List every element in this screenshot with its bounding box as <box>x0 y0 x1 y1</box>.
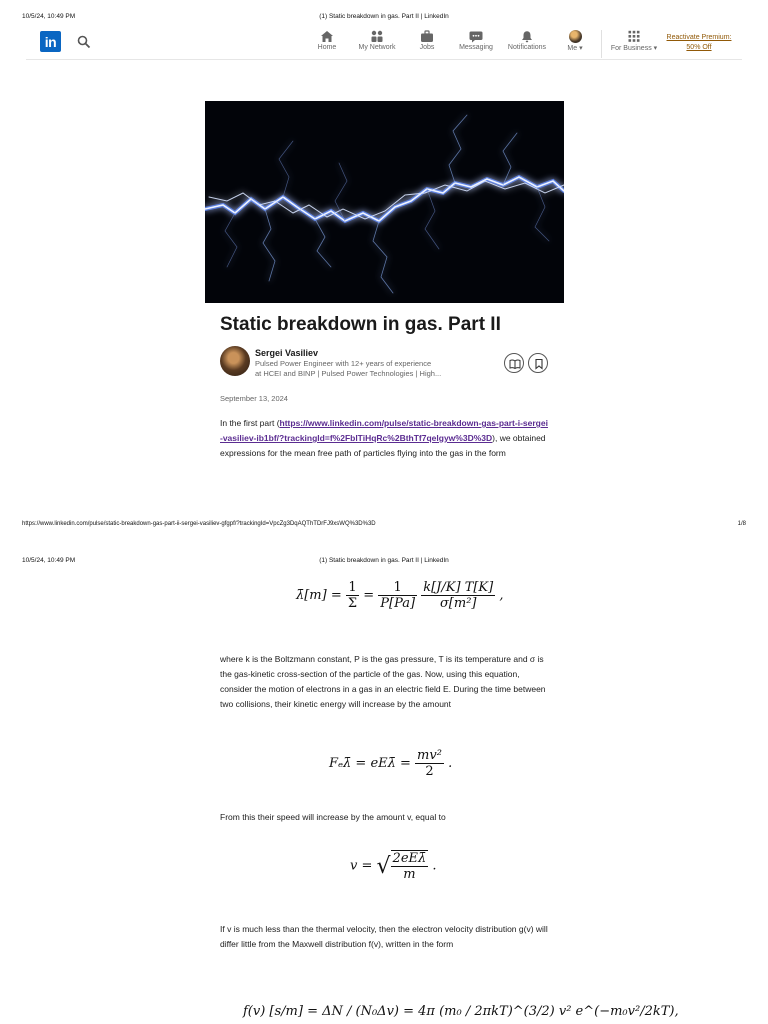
nav-messaging[interactable] <box>456 30 496 51</box>
article-title: Static breakdown in gas. Part II <box>220 314 501 335</box>
premium-line-2: 50% Off <box>686 44 712 51</box>
nav-for-business-label: For Business ▾ <box>610 45 658 52</box>
messaging-icon <box>469 30 483 43</box>
article-paragraph-2: where k is the Boltzmann constant, P is the gas pressure, T is its temperature and σ is the gas-kinetic cross-section of the particle of the gas. Now, using this equation, consider the motion of electrons in a gas in an electric field E. During the time between two collisions, their kinetic energy will increase by the amount <box>220 654 546 709</box>
nav-home-label: Home <box>317 44 337 51</box>
home-icon <box>320 30 334 43</box>
author-name[interactable]: Sergei Vasiliev <box>255 348 319 358</box>
eq3-fraction <box>391 850 429 882</box>
save-article-button[interactable] <box>528 353 548 373</box>
linkedin-logo[interactable]: in <box>40 31 61 52</box>
equation-kinetic-energy <box>329 748 452 779</box>
eq2-num: mv² <box>417 748 442 763</box>
print-tab-title-2: (1) Static breakdown in gas. Part II | LinkedIn <box>319 557 449 564</box>
premium-line-1: Reactivate Premium: <box>666 34 732 41</box>
search-icon[interactable] <box>77 35 91 49</box>
eq1-f1-den: Σ <box>347 596 358 611</box>
equation-maxwell-distribution: f(v) [s/m] = ΔN / (N₀Δv) = 4π (m₀ / 2πkT)^(3/2) v² e^(−m₀v²/2kT), <box>243 1004 679 1019</box>
article-paragraph-3: From this their speed will increase by the amount v, equal to <box>220 812 446 822</box>
bookmark-icon <box>533 358 545 370</box>
eq1-equals: = <box>363 588 375 603</box>
nav-jobs[interactable] <box>414 30 440 51</box>
network-icon <box>370 30 384 43</box>
nav-me[interactable] <box>562 30 588 52</box>
print-timestamp-2: 10/5/24, 10:49 PM <box>22 557 76 564</box>
nav-notifications[interactable] <box>504 30 550 51</box>
eq1-f2-num: 1 <box>393 580 402 595</box>
nav-divider <box>601 30 602 58</box>
equation-mean-free-path <box>296 580 504 611</box>
eq1-f3-num: k[J/K] T[K] <box>423 580 494 595</box>
article-paragraph-1 <box>220 416 550 461</box>
lightning-image <box>205 101 564 303</box>
jobs-icon <box>420 30 434 43</box>
hero-image <box>205 101 564 303</box>
equation-velocity <box>350 850 437 882</box>
author-bio <box>255 359 495 379</box>
nav-my-network-label: My Network <box>358 44 396 51</box>
eq1-fraction-1 <box>346 580 359 611</box>
eq1-f3-den: σ[m²] <box>421 595 495 611</box>
eq2-den: 2 <box>415 763 444 779</box>
nav-jobs-label: Jobs <box>419 44 435 51</box>
bell-icon <box>520 30 534 43</box>
nav-notifications-label: Notifications <box>507 44 547 51</box>
avatar <box>569 30 582 43</box>
eq1-tail: , <box>499 588 504 603</box>
eq3-den: m <box>391 866 429 882</box>
eq1-f2-den: P[Pa] <box>380 596 416 611</box>
nav-for-business[interactable] <box>606 30 662 52</box>
nav-home[interactable] <box>312 30 342 51</box>
p1-text-before: In the first part ( <box>220 418 280 428</box>
article-paragraph-4: If v is much less than the thermal velocity, then the electron velocity distribution g(v) will differ little from the Maxwell distribution f(v), written in the form <box>220 924 548 949</box>
top-nav <box>26 28 742 60</box>
eq2-fraction <box>415 748 444 779</box>
p1-text-after: ), we obtained expressions for the mean free path of particles flying into the gas in the form <box>220 433 546 458</box>
eq1-fraction-3 <box>421 580 495 611</box>
eq1-fraction-2 <box>378 580 417 611</box>
publish-date: September 13, 2024 <box>220 394 288 403</box>
eq3-num: 2eEλ̄ <box>392 851 427 866</box>
eq2-lhs: Fₑλ̄ = eEλ̄ = <box>329 756 411 771</box>
open-book-icon <box>509 358 521 370</box>
nav-my-network[interactable] <box>354 30 400 51</box>
author-bio-line-1: Pulsed Power Engineer with 12+ years of experience <box>255 359 432 368</box>
eq1-lhs: λ̄[m] = <box>296 588 342 603</box>
eq2-tail: . <box>448 756 453 771</box>
reader-mode-button[interactable] <box>504 353 524 373</box>
eq3-tail: . <box>432 858 437 874</box>
sqrt-sign: √ <box>376 853 391 879</box>
eq1-f1-num: 1 <box>348 580 357 595</box>
print-page-number: 1/8 <box>737 521 746 527</box>
print-tab-title: (1) Static breakdown in gas. Part II | LinkedIn <box>319 13 449 20</box>
nav-me-label: Me ▾ <box>567 45 583 52</box>
part-one-link[interactable]: https://www.linkedin.com/pulse/static-breakdown-gas-part-i-sergei-vasiliev-ib1bf/?trackingId=f%2FblTiHqRc%2BthTf7qelgyw%3D%3D <box>220 418 548 443</box>
grid-icon <box>627 30 641 43</box>
nav-messaging-label: Messaging <box>459 44 493 51</box>
author-avatar[interactable] <box>220 346 250 376</box>
eq3-lhs: v = <box>350 858 373 874</box>
print-timestamp: 10/5/24, 10:49 PM <box>22 13 76 20</box>
author-bio-line-2: at HCEI and BINP | Pulsed Power Technologies | High... <box>255 369 442 378</box>
reactivate-premium-link[interactable] <box>662 33 736 53</box>
print-footer-url: https://www.linkedin.com/pulse/static-breakdown-gas-part-ii-sergei-vasiliev-gfgpf/?trackingId=VpcZg3DqAQThTDrFJ9xsWQ%3D%3D <box>22 521 376 527</box>
